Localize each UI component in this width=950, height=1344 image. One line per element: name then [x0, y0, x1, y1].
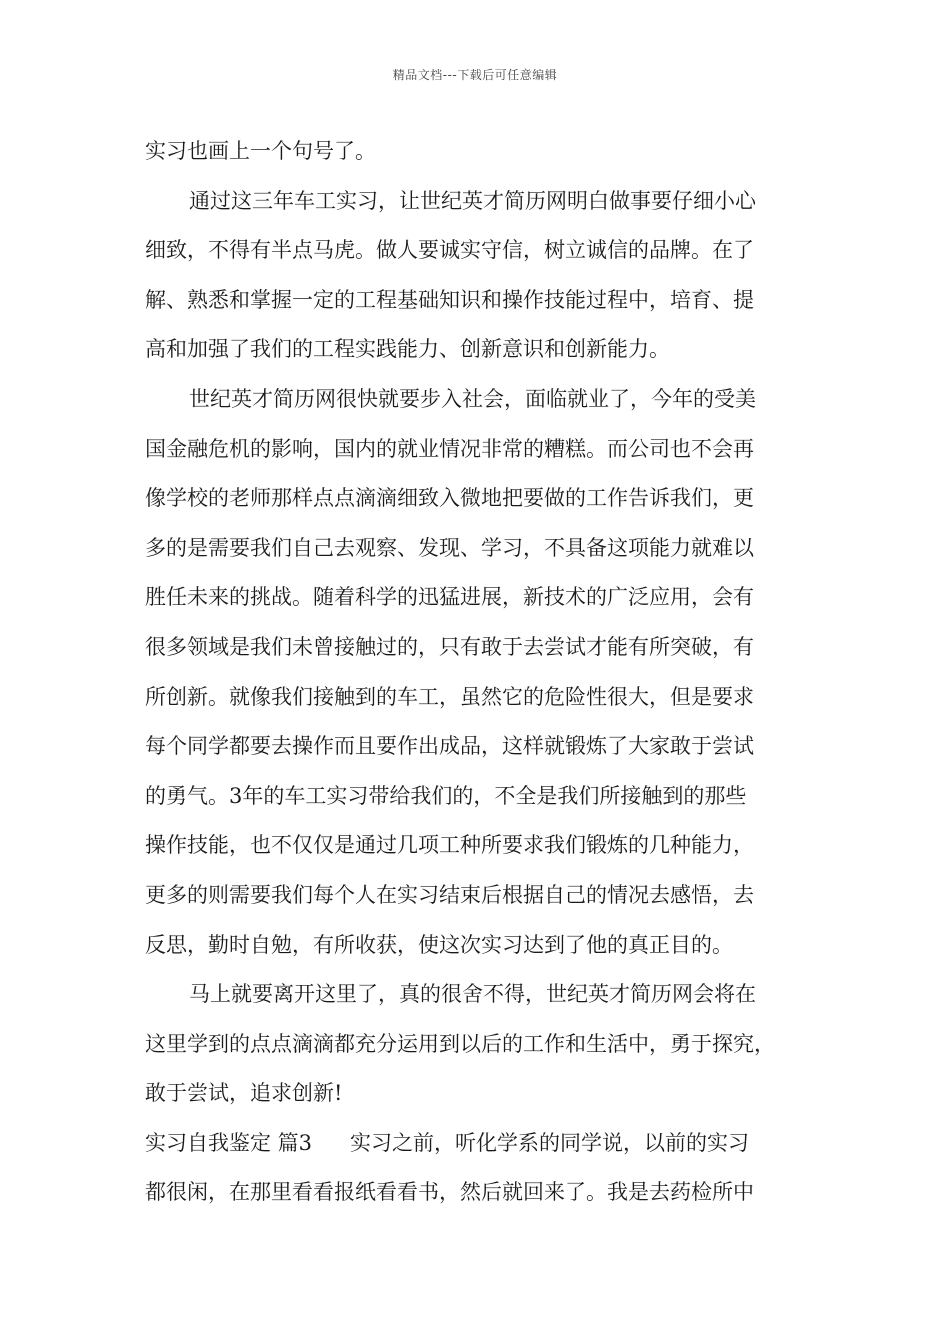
text-line: 解、熟悉和掌握一定的工程基础知识和操作技能过程中，培育、提	[145, 287, 754, 312]
text-line: 很多领域是我们未曾接触过的，只有敢于去尝试才能有所突破，有	[145, 634, 754, 659]
text-line: 都很闲，在那里看看报纸看看书，然后就回来了。我是去药检所中	[145, 1180, 754, 1205]
text-line: 国金融危机的影响，国内的就业情况非常的糟糕。而公司也不会再	[145, 436, 754, 461]
section-heading-line	[145, 1119, 810, 1169]
section-lines	[145, 1168, 810, 1218]
text-line: 像学校的老师那样点点滴滴细致入微地把要做的工作告诉我们，更	[145, 486, 754, 511]
text-line: 所创新。就像我们接触到的车工，虽然它的危险性很大，但是要求	[145, 684, 754, 709]
text-line: 反思，勤时自勉，有所收获，使这次实习达到了他的真正目的。	[145, 932, 733, 957]
text-line: 每个同学都要去操作而且要作出成品，这样就锻炼了大家敢于尝试	[145, 734, 754, 759]
text-line: 高和加强了我们的工程实践能力、创新意识和创新能力。	[145, 337, 670, 362]
text-line: 这里学到的点点滴滴都充分运用到以后的工作和生活中，勇于探究，	[145, 1031, 775, 1056]
text-line: 敢于尝试，追求创新!	[145, 1081, 343, 1106]
text-line: 操作技能，也不仅仅是通过几项工种所要求我们锻炼的几种能力，	[145, 833, 754, 858]
document-body	[145, 127, 810, 1218]
text-line: 通过这三年车工实习，让世纪英才简历网明白做事要仔细小心	[189, 188, 756, 213]
section-first-line: 实习之前，听化学系的同学说，以前的实习	[350, 1130, 750, 1155]
text-line: 细致，不得有半点马虎。做人要诚实守信，树立诚信的品牌。在了	[145, 238, 754, 263]
page-header: 精品文档---下载后可任意编辑	[392, 68, 558, 82]
text-line: 胜任未来的挑战。随着科学的迅猛进展，新技术的广泛应用，会有	[145, 585, 754, 610]
text-line: 马上就要离开这里了，真的很舍不得，世纪英才简历网会将在	[189, 982, 756, 1007]
text-line: 更多的则需要我们每个人在实习结束后根据自己的情况去感悟，去	[145, 882, 754, 907]
text-line: 实习也画上一个句号了。	[145, 139, 376, 163]
text-line: 世纪英才简历网很快就要步入社会，面临就业了，今年的受美	[189, 386, 756, 411]
section-title: 实习自我鉴定 篇3	[145, 1130, 313, 1155]
paragraph-lines	[145, 127, 810, 1119]
text-line: 多的是需要我们自己去观察、发现、学习，不具备这项能力就难以	[145, 535, 754, 560]
text-line: 的勇气。3年的车工实习带给我们的，不全是我们所接触到的那些	[145, 783, 747, 808]
